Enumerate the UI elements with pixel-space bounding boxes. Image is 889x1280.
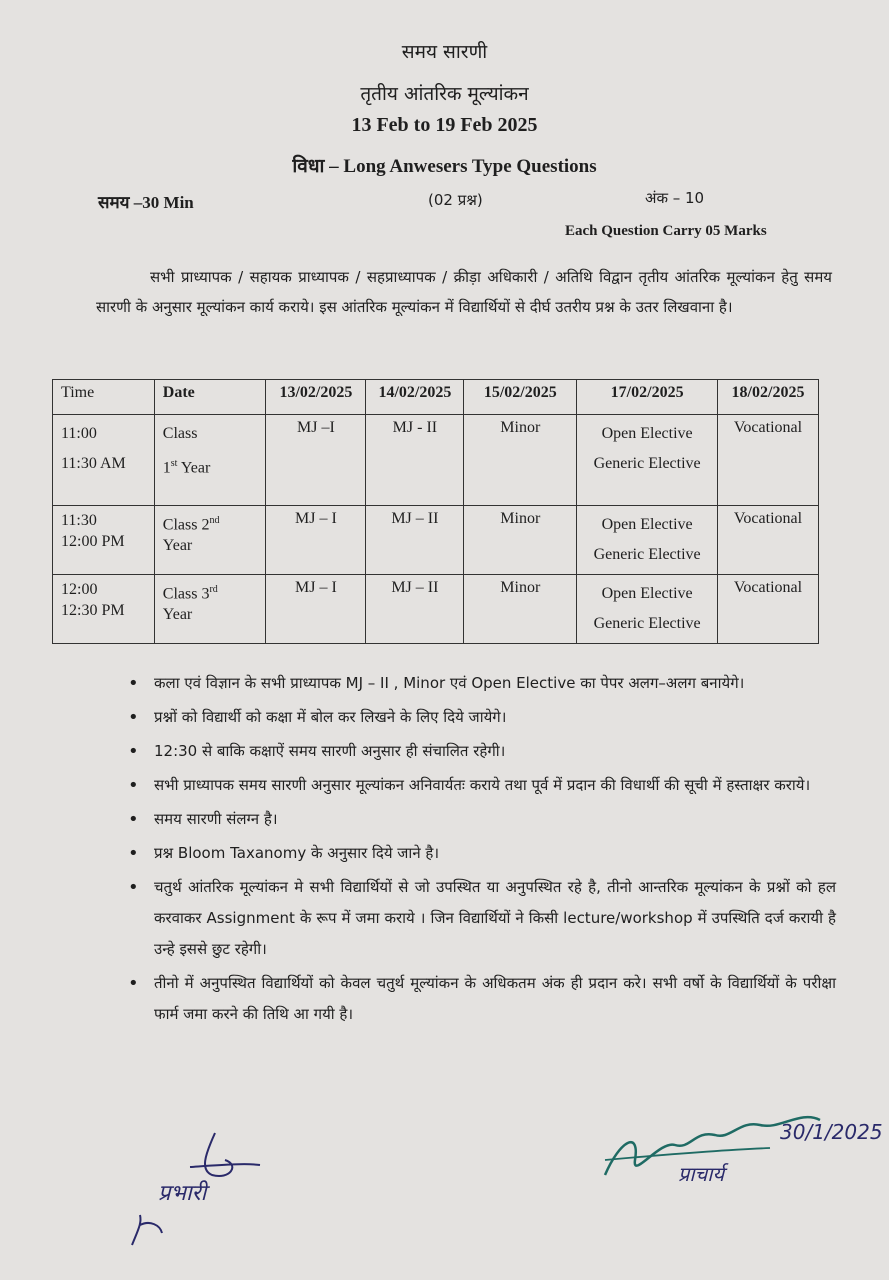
- class-year-word: Year: [177, 459, 211, 477]
- time-end: 12:00 PM: [61, 533, 125, 550]
- subject-generic-elective: Generic Elective: [593, 546, 701, 563]
- subject-cell: Minor: [464, 575, 577, 644]
- incharge-label: प्रभारी: [158, 1181, 207, 1206]
- instructions-list: [128, 668, 836, 1033]
- question-count: (02 प्रश्न): [428, 191, 483, 209]
- subject-cell: Vocational: [718, 506, 819, 575]
- table-header-row: [53, 380, 819, 415]
- time-start: 11:30: [61, 512, 97, 529]
- time-start: 12:00: [61, 581, 98, 598]
- subject-cell: MJ – II: [366, 506, 464, 575]
- subject-cell: MJ – I: [266, 506, 366, 575]
- class-label-text: Class 2: [162, 516, 210, 534]
- table-row: [53, 506, 819, 575]
- intro-paragraph: सभी प्राध्यापक / सहायक प्राध्यापक / सहप्राध्यापक / क्रीड़ा अधिकारी / अतिथि विद्वान तृतीय आंतरिक मूल्यांकन हेतु समय सारणी के अनुसार मूल्यांकन कार्य कराये। इस आंतरिक मूल्यांकन में विद्यार्थियों से दीर्घ उतरीय प्रश्न के उतर लिखवाना है।: [96, 268, 832, 316]
- subject-open-elective: Open Elective: [601, 516, 693, 533]
- time-end: 12:30 PM: [61, 602, 125, 619]
- header-time: Time: [53, 380, 155, 415]
- timetable: [52, 379, 819, 644]
- time-cell: [53, 506, 155, 575]
- class-label: [163, 510, 258, 535]
- header-date-1: 13/02/2025: [266, 380, 366, 415]
- subject-cell: Minor: [464, 506, 577, 575]
- time-limit: समय –30 Min: [98, 193, 194, 212]
- class-year-sup: st: [170, 458, 178, 469]
- principal-signature-mark: [600, 1100, 880, 1200]
- subject-generic-elective: Generic Elective: [593, 615, 701, 632]
- subject-cell: Minor: [464, 415, 577, 506]
- doc-type: विधा – Long Anwesers Type Questions: [292, 156, 597, 177]
- principal-label: प्राचार्य: [678, 1162, 725, 1186]
- subject-cell: Vocational: [718, 415, 819, 506]
- class-cell: [154, 506, 266, 575]
- list-item: • प्रश्न Bloom Taxanomy के अनुसार दिये जाने है।: [128, 838, 836, 869]
- subject-generic-elective: Generic Elective: [593, 455, 701, 472]
- subject-cell: MJ –I: [266, 415, 366, 506]
- class-cell: [154, 575, 266, 644]
- time-end: 11:30 AM: [61, 455, 126, 472]
- doc-dates: 13 Feb to 19 Feb 2025: [351, 114, 538, 136]
- header-date: Date: [154, 380, 266, 415]
- marks-per-question: Each Question Carry 05 Marks: [565, 223, 767, 239]
- doc-subtitle: तृतीय आंतरिक मूल्यांकन: [360, 83, 529, 105]
- time-cell: [53, 415, 155, 506]
- class-label-text: Class 3: [162, 585, 210, 603]
- list-item: • समय सारणी संलग्न है।: [128, 804, 836, 835]
- header-date-2: 14/02/2025: [366, 380, 464, 415]
- time-cell: [53, 575, 155, 644]
- header-date-4: 17/02/2025: [577, 380, 718, 415]
- total-marks: अंक – 10: [645, 189, 705, 207]
- table-row: [53, 575, 819, 644]
- subject-cell: MJ - II: [366, 415, 464, 506]
- subject-cell: Vocational: [718, 575, 819, 644]
- doc-title: समय सारणी: [401, 41, 488, 63]
- header-date-3: 15/02/2025: [464, 380, 577, 415]
- subject-cell: [577, 506, 718, 575]
- list-item: • सभी प्राध्यापक समय सारणी अनुसार मूल्यांकन अनिवार्यतः कराये तथा पूर्व में प्रदान की विधार्थी की सूची में हस्ताक्षर कराये।: [128, 770, 836, 801]
- class-year-num: 1: [162, 459, 171, 477]
- subject-cell: [577, 575, 718, 644]
- subject-open-elective: Open Elective: [601, 425, 693, 442]
- list-item: • तीनो में अनुपस्थित विद्यार्थियों को केवल चतुर्थ मूल्यांकन के अधिकतम अंक ही प्रदान करे। सभी वर्षो के विद्यार्थियों के परीक्षा फार्म जमा करने की तिथि आ गयी है।: [128, 968, 836, 1030]
- subject-cell: [577, 415, 718, 506]
- header-date-5: 18/02/2025: [718, 380, 819, 415]
- table-row: [53, 415, 819, 506]
- time-start: 11:00: [61, 425, 97, 442]
- list-item: • चतुर्थ आंतरिक मूल्यांकन मे सभी विद्यार्थियों से जो उपस्थित या अनुपस्थित रहे है, तीनो आन्तरिक मूल्यांकन के प्रश्नों को हल करवाकर Assignment के रूप में जमा कराये । जिन विद्यार्थियों ने किसी lecture/workshop में उपस्थिति दर्ज करायी है उन्हे इससे छुट रहेगी।: [128, 872, 836, 965]
- subject-cell: MJ – II: [366, 575, 464, 644]
- list-item: • प्रश्नों को विद्यार्थी को कक्षा में बोल कर लिखने के लिए दिये जायेगे।: [128, 702, 836, 733]
- subject-cell: MJ – I: [266, 575, 366, 644]
- principal-date: 30/1/2025: [780, 1120, 883, 1144]
- principal-signature: [600, 1100, 883, 1200]
- incharge-signature: [120, 1125, 280, 1265]
- list-item: • 12:30 से बाकि कक्षाऐं समय सारणी अनुसार ही संचालित रहेगी।: [128, 736, 836, 767]
- class-year: [163, 449, 258, 483]
- list-item: • कला एवं विज्ञान के सभी प्राध्यापक MJ – II , Minor एवं Open Elective का पेपर अलग–अलग बनायेगे।: [128, 668, 836, 699]
- class-year-sup: nd: [209, 515, 220, 526]
- class-year-sup: rd: [209, 584, 218, 595]
- subject-open-elective: Open Elective: [601, 585, 693, 602]
- class-cell: [154, 415, 266, 506]
- class-year: Year: [162, 537, 193, 555]
- class-year: Year: [162, 606, 193, 624]
- class-label: Class: [162, 425, 198, 442]
- class-label: [163, 579, 258, 604]
